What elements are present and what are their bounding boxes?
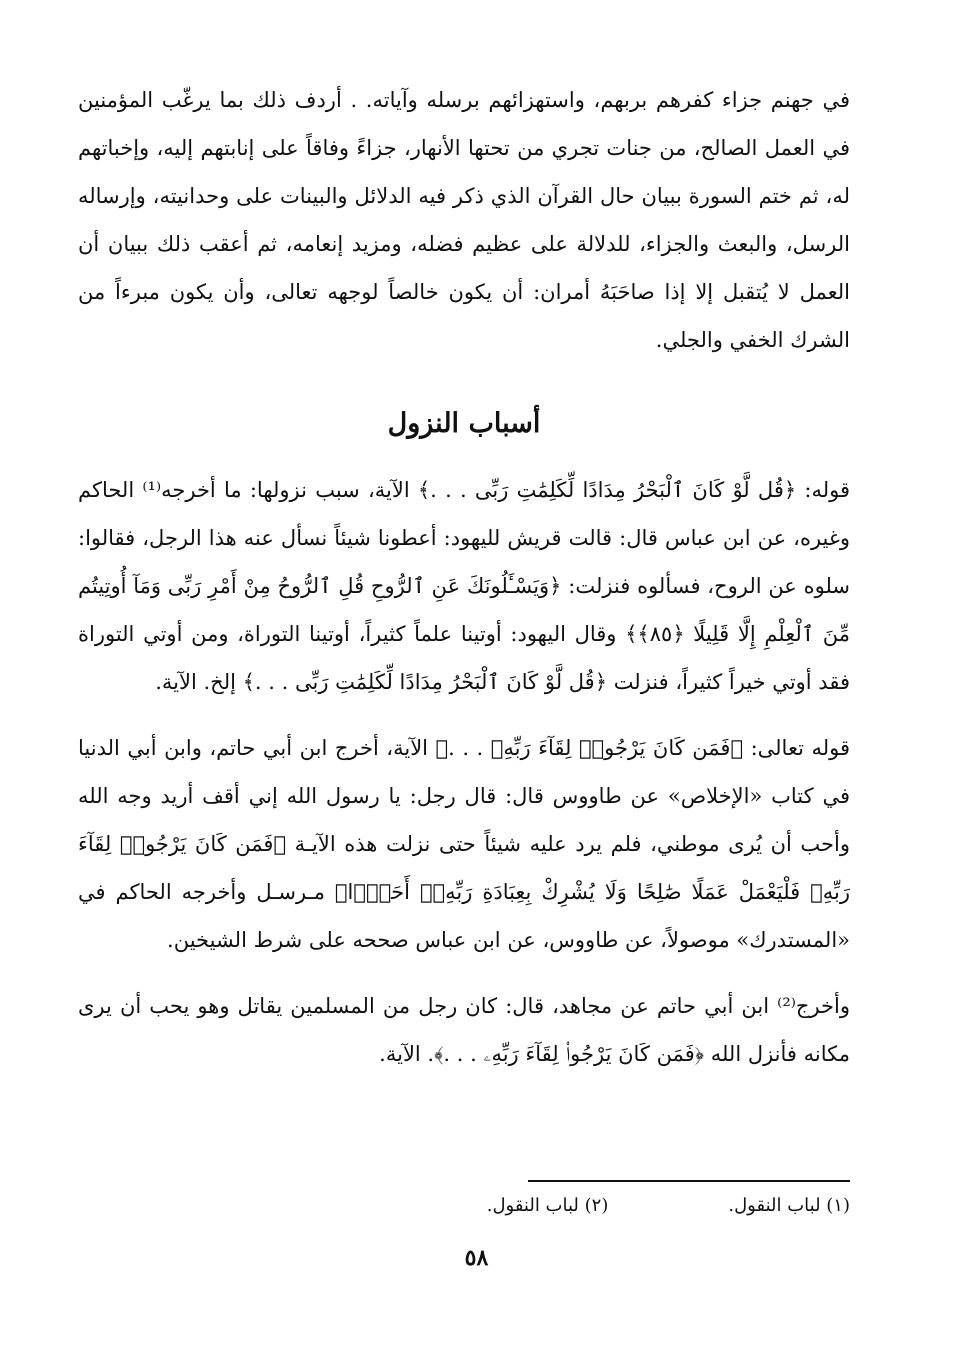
page-number: ٥٨ <box>464 1245 489 1271</box>
footnote-1: (١) لباب النقول. <box>728 1195 850 1216</box>
paragraph-revelation-3: وأخرج⁽²⁾ ابن أبي حاتم عن مجاهد، قال: كان رجل من المسلمين يقاتل وهو يحب أن يرى مكانه فأنزل الله ﴿فَمَن كَانَ يَرْجُوا۟ لِقَآءَ رَبِّهِۦ . . .﴾. الآية. <box>78 994 850 1066</box>
section-heading: أسباب النزول <box>387 408 541 439</box>
paragraph-revelation-1: قوله: ﴿قُل لَّوْ كَانَ ٱلْبَحْرُ مِدَادًا لِّكَلِمَٰتِ رَبِّى . . .﴾ الآية، سبب نزولها: ما أخرجه⁽¹⁾ الحاكم وغيره، عن ابن عباس قال: قالت قريش لليهود: أعطونا شيئاً نسأل عنه هذا الرجل، فقالوا: سلوه عن الروح، فسألوه فنزلت: ﴿وَيَسْـَٔلُونَكَ عَنِ ٱلرُّوحِ قُلِ ٱلرُّوحُ مِنْ أَمْرِ رَبِّى وَمَآ أُوتِيتُم مِّنَ ٱلْعِلْمِ إِلَّا قَلِيلًا ﴿٨٥﴾﴾ وقال اليهود: أوتينا علماً كثيراً، أوتينا التوراة، ومن أوتي التوراة فقد أوتي خيراً كثيراً، فنزلت ﴿قُل لَّوْ كَانَ ٱلْبَحْرُ مِدَادًا لِّكَلِمَٰتِ رَبِّى . . .﴾ إلخ. الآية. <box>78 478 851 694</box>
paragraph-gap <box>78 706 850 724</box>
footnote-2: (٢) لباب النقول. <box>486 1195 609 1216</box>
paragraph-revelation-2: قوله تعالى: ﴿فَمَن كَانَ يَرْجُوا۟ لِقَآءَ رَبِّهِۦ . . .﴾ الآية، أخرج ابن أبي حاتم، وابن أبي الدنيا في كتاب «الإخلاص» عن طاووس قال: قال رجل: يا رسول الله إني أقف أريد وجه الله وأحب أن يُرى موطني، فلم يرد عليه شيئاً حتى نزلت هذه الآيـة ﴿فَمَن كَانَ يَرْجُوا۟ لِقَآءَ رَبِّهِۦ فَلْيَعْمَلْ عَمَلًا صَٰلِحًا وَلَا يُشْرِكْ بِعِبَادَةِ رَبِّهِۦٓ أَحَدًۢا﴾ مـرسـل وأخرجه الحاكم في «المستدرك» موصولاً، عن طاووس، عن ابن عباس صححه على شرط الشيخين. <box>78 736 850 952</box>
footnote-divider <box>528 1180 850 1182</box>
paragraph-gap <box>78 964 850 982</box>
footnotes <box>290 1190 850 1222</box>
intro-paragraph: في جهنم جزاء كفرهم بربهم، واستهزائهم برسله وآياته. . أردف ذلك بما يرغّب المؤمنين في العمل الصالح، من جنات تجري من تحتها الأنهار، جزاءً وفاقاً على إنابتهم إليه، وإخباتهم له، ثم ختم السورة ببيان حال القرآن الذي ذكر فيه الدلائل والبينات على وحدانيته، وإرساله الرسل، والبعث والجزاء، للدلالة على عظيم فضله، ومزيد إنعامه، ثم أعقب ذلك ببيان أن العمل لا يُتقبل إلا إذا صاحَبَهُ أمران: أن يكون خالصاً لوجهه تعالى، وأن يكون مبرءاً من الشرك الخفي والجلي. <box>78 88 850 352</box>
page-body <box>78 76 850 1078</box>
